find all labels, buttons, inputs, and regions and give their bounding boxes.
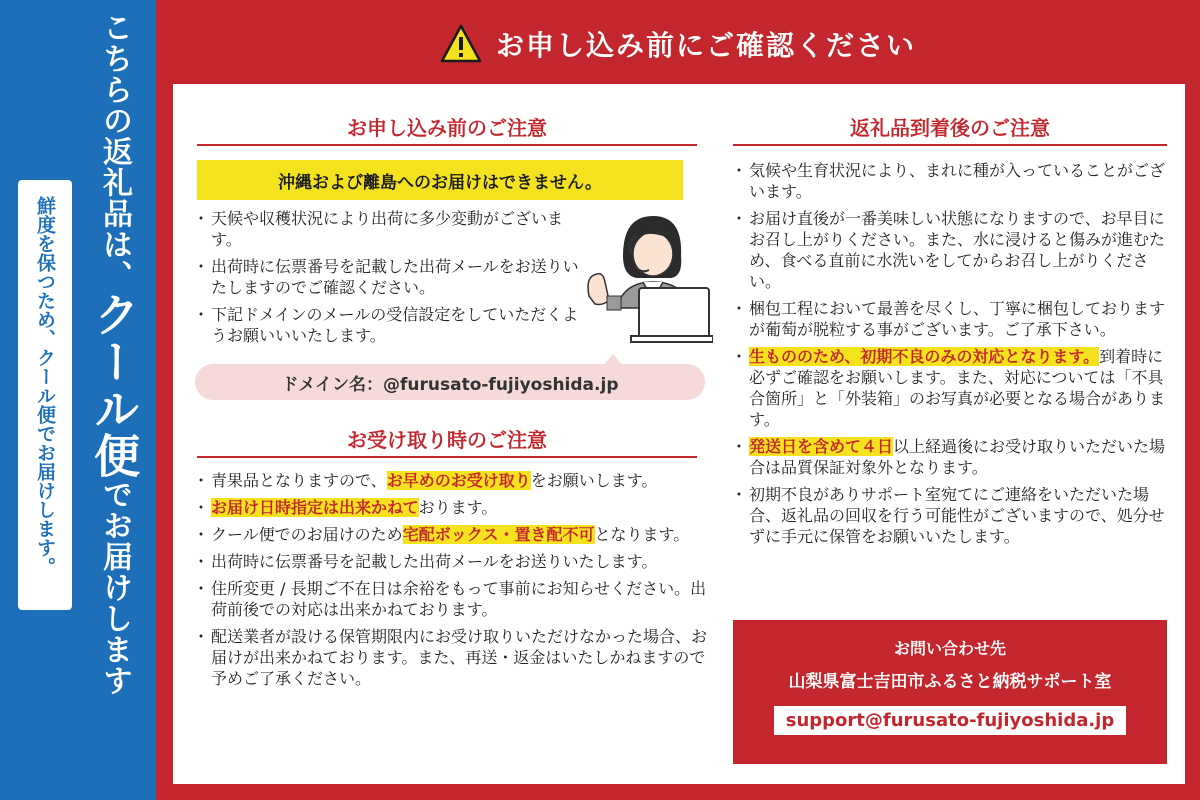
receive-list <box>195 470 707 695</box>
before-section-divider <box>197 144 697 146</box>
before-section-title: お申し込み前のご注意 <box>347 116 547 140</box>
contact-email[interactable]: support@furusato-fujiyoshida.jp <box>774 706 1127 735</box>
list-item: ・ 発送日を含めて４日以上経過後にお受け取りいただいた場合は品質保証対象外となります。 <box>733 436 1169 478</box>
notice-banner: 沖縄および離島へのお届けはできません。 <box>197 160 683 200</box>
list-item: ・ お届け直後が一番美味しい状態になりますので、お早目にお召し上がりください。また、水に浸けると傷みが進むため、食べる直前に水洗いをしてからお召し上がりください。 <box>733 208 1169 292</box>
cool-delivery-vertical-text: こちらの返礼品は、クール便でお届けします <box>87 12 141 696</box>
receive-section-divider <box>197 456 697 458</box>
list-item: ・ 出荷時に伝票番号を記載した出荷メールをお送りいたします。 <box>195 551 707 572</box>
contact-box <box>733 620 1167 764</box>
header <box>156 18 1200 70</box>
list-item: ・ 配送業者が設ける保管期限内にお受け取りいただけなかった場合、お届けが出来かねております。また、再送・返金はいたしかねますので予めご了承ください。 <box>195 626 707 689</box>
list-item: ・ 下記ドメインのメールの受信設定をしていただくようお願いいいたします。 <box>195 304 581 346</box>
operator-illustration <box>583 196 713 346</box>
list-item: ・ 青果品となりますので、お早めのお受け取りをお願いします。 <box>195 470 707 491</box>
list-item: ・ 出荷時に伝票番号を記載した出荷メールをお送りいたしますのでご確認ください。 <box>195 256 581 298</box>
contact-title: お問い合わせ先 <box>893 639 1006 658</box>
contact-organization: 山梨県富士吉田市ふるさと納税サポート室 <box>788 672 1112 692</box>
notice-frame <box>156 0 1200 800</box>
domain-name: ドメイン名：@furusato-fujiyoshida.jp <box>195 364 705 400</box>
freshness-vertical-text: 鮮度を保つため、クール便でお届けします。 <box>34 196 56 576</box>
before-list <box>195 208 581 352</box>
list-item: ・ クール便でのお届けのため宅配ボックス・置き配不可となります。 <box>195 524 707 545</box>
list-item: ・ 天候や収穫状況により出荷に多少変動がございます。 <box>195 208 581 250</box>
after-section-divider <box>733 144 1167 146</box>
list-item: ・ 住所変更 / 長期ご不在日は余裕をもって事前にお知らせください。出荷前後での対応は出来かねております。 <box>195 578 707 620</box>
list-item: ・ 梱包工程において最善を尽くし、丁寧に梱包しておりますが葡萄が脱粒する事がございます。ご了承下さい。 <box>733 298 1169 340</box>
header-title: お申し込み前にご確認ください <box>495 29 916 62</box>
list-item: ・ お届け日時指定は出来かねております。 <box>195 497 707 518</box>
content-panel <box>173 84 1185 784</box>
after-list <box>733 160 1169 553</box>
list-item: ・ 生もののため、初期不良のみの対応となります。到着時に必ずご確認をお願いします。また、対応については「不具合箇所」と「外装箱」のお写真が必要となる場合があります。 <box>733 346 1169 430</box>
after-section-title: 返礼品到着後のご注意 <box>850 116 1050 140</box>
warning-icon <box>440 24 482 64</box>
list-item: ・ 気候や生育状況により、まれに種が入っていることがございます。 <box>733 160 1169 202</box>
list-item: ・ 初期不良がありサポート室宛てにご連絡をいただいた場合、返礼品の回収を行う可能性がございますので、処分せずに手元に保管をお願いいたします。 <box>733 484 1169 547</box>
receive-section-title: お受け取り時のご注意 <box>347 428 547 452</box>
